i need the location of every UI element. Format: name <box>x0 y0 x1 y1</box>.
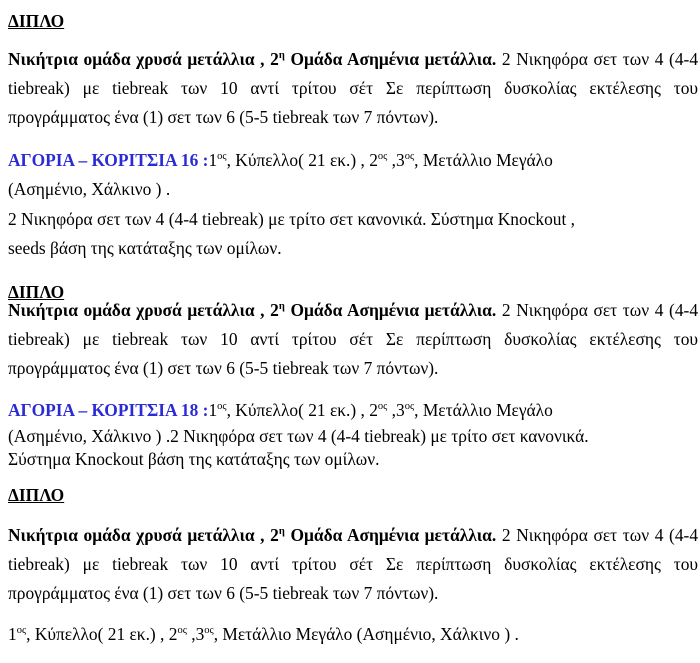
place-1: 1 <box>208 150 218 170</box>
place-2-sup: ος <box>377 401 388 413</box>
category-16-line-1 <box>8 146 698 175</box>
category-18-title: ΑΓΟΡΙΑ – ΚΟΡΙΤΣΙΑ 18 : <box>8 400 209 420</box>
knockout-note-line-1: 2 Νικηφόρα σετ των 4 (4-4 tiebreak) με τρίτο σετ κανονικά. Σύστημα Knockout , <box>8 209 576 229</box>
place-1: 1 <box>208 400 218 420</box>
medal-text: , Μετάλλιο Μεγάλο (Ασημένιο, Χάλκινο ) . <box>213 624 519 644</box>
category-16-title: ΑΓΟΡΙΑ – ΚΟΡΙΤΣΙΑ 16 : <box>8 150 209 170</box>
award-sup-3: η <box>278 526 285 538</box>
place-3: ,3 <box>387 150 405 170</box>
place-1: 1 <box>8 624 17 644</box>
award-sup-1: η <box>278 50 285 62</box>
award-paragraph-3 <box>8 521 698 608</box>
award-sup-2: η <box>278 301 285 313</box>
cup-text: , Κύπελλο( 21 εκ.) , 2 <box>226 400 378 420</box>
place-1-sup: ος <box>217 151 227 163</box>
medal-text: , Μετάλλιο Μεγάλο <box>414 150 553 170</box>
final-prizes <box>8 620 698 649</box>
place-1-sup: ος <box>217 401 227 413</box>
section-heading-3: ΔΙΠΛΟ <box>8 485 65 505</box>
category-18-line-1 <box>8 396 698 425</box>
final-prizes-line <box>8 620 698 649</box>
knockout-note <box>8 205 698 263</box>
award-text-1: 2 Νικηφόρα σετ των 4 (4-4 tiebreak) με tiebreak των 10 αντί τρίτου σέτ Σε περίπτωση δυσκολίας εκτέλεσης του προγράμματος ένα (1) σετ των 6 (5-5 tiebreak των 7 πόντων). <box>8 49 699 127</box>
place-1-sup: ος <box>16 625 27 637</box>
award-paragraph-1 <box>8 45 698 132</box>
knockout-note-line-2: seeds βάση της κατάταξης των ομίλων. <box>8 238 282 258</box>
place-3-sup: ος <box>404 151 415 163</box>
section-heading-2: ΔΙΠΛΟ <box>8 282 65 302</box>
place-2-sup: ος <box>177 625 187 637</box>
category-16 <box>8 146 698 204</box>
place-3-sup: ος <box>204 625 214 637</box>
category-16-line-2: (Ασημένιο, Χάλκινο ) . <box>8 179 171 199</box>
category-18-line-3: Σύστημα Knockout βάση της κατάταξης των ομίλων. <box>8 449 380 469</box>
award-bold-3a: Νικήτρια ομάδα χρυσά μετάλλια , 2 <box>8 525 279 545</box>
category-18-line-2: (Ασημένιο, Χάλκινο ) .2 Νικηφόρα σετ των 4 (4-4 tiebreak) με τρίτο σετ κανονικά. <box>8 426 589 446</box>
place-3-sup: ος <box>404 401 415 413</box>
award-bold-2a: Νικήτρια ομάδα χρυσά μετάλλια , 2 <box>8 300 279 320</box>
cup-text: , Κύπελλο( 21 εκ.) , 2 <box>26 624 178 644</box>
cup-text: , Κύπελλο( 21 εκ.) , 2 <box>226 150 378 170</box>
award-text-2: 2 Νικηφόρα σετ των 4 (4-4 tiebreak) με tiebreak των 10 αντί τρίτου σέτ Σε περίπτωση δυσκολίας εκτέλεσης του προγράμματος ένα (1) σετ των 6 (5-5 tiebreak των 7 πόντων). <box>8 300 699 378</box>
award-bold-3b: Ομάδα Ασημένια μετάλλια. <box>284 525 497 545</box>
award-text-3: 2 Νικηφόρα σετ των 4 (4-4 tiebreak) με tiebreak των 10 αντί τρίτου σέτ Σε περίπτωση δυσκολίας εκτέλεσης του προγράμματος ένα (1) σετ των 6 (5-5 tiebreak των 7 πόντων). <box>8 525 699 603</box>
section-heading-1: ΔΙΠΛΟ <box>8 11 65 31</box>
medal-text: , Μετάλλιο Μεγάλο <box>414 400 553 420</box>
place-2-sup: ος <box>377 151 388 163</box>
category-18 <box>8 396 698 471</box>
award-paragraph-2 <box>8 296 698 383</box>
place-3: ,3 <box>186 624 205 644</box>
award-bold-1b: Ομάδα Ασημένια μετάλλια. <box>284 49 497 69</box>
award-bold-2b: Ομάδα Ασημένια μετάλλια. <box>284 300 497 320</box>
award-bold-1a: Νικήτρια ομάδα χρυσά μετάλλια , 2 <box>8 49 279 69</box>
place-3: ,3 <box>387 400 405 420</box>
